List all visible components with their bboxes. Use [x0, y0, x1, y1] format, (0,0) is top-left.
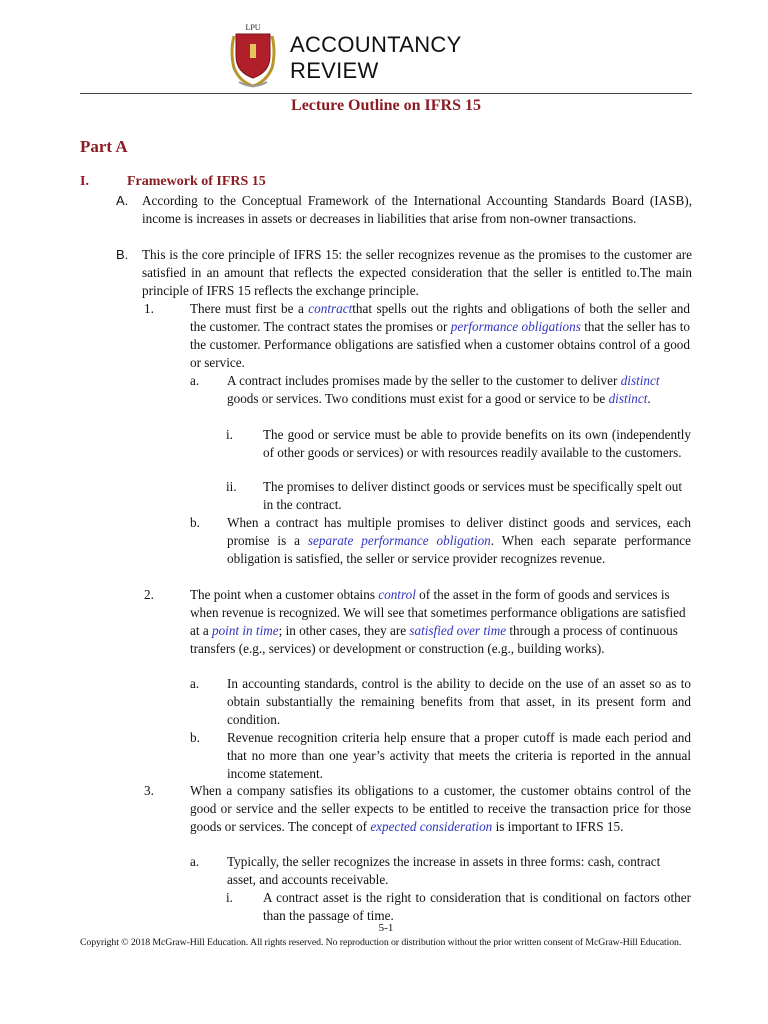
- item-1a-text-part: A contract includes promises made by the seller to the customer to deliver: [227, 373, 621, 388]
- item-3-text: [190, 782, 691, 836]
- item-A-marker: A.: [116, 193, 129, 208]
- item-3-text-part: is important to IFRS 15.: [492, 819, 624, 834]
- page-header: [80, 18, 692, 94]
- item-1aii-marker: ii.: [226, 479, 237, 494]
- item-1-text-part: There must first be a: [190, 301, 309, 316]
- item-2-text-part: The point when a customer obtains: [190, 587, 379, 602]
- item-1b-text-part: When a contract has multiple promises to deliver distinct goods and services, each promise is a: [227, 515, 691, 548]
- section-marker: I.: [80, 174, 89, 189]
- item-1-text: [190, 300, 690, 372]
- item-2-text: [190, 586, 692, 658]
- item-1ai-text: The good or service must be able to provide benefits on its own (independently of other goods or services) or with resources readily available to the customers.: [263, 427, 691, 460]
- item-1aii-text: The promises to deliver distinct goods or services must be specifically spelt out in the contract.: [263, 479, 682, 512]
- term-point-in-time: point in time: [211, 623, 279, 638]
- part-heading: Part A: [80, 137, 128, 156]
- item-A-text: According to the Conceptual Framework of the International Accounting Standards Board (IASB), income is increases in assets or decreases in liabilities that arise from non-owner transactions.: [142, 193, 692, 226]
- item-2-marker: 2.: [144, 587, 154, 602]
- term-satisfied-over-time: satisfied over time: [409, 623, 507, 638]
- item-2-text-part: of the asset in the form of goods and services is when revenue is recognized. We will see that sometimes performance obligations are satisfied at a: [190, 587, 686, 638]
- item-2b-text: Revenue recognition criteria help ensure that a proper cutoff is made each period and that no more than one year’s activity that meets the criteria is reported in the annual income statement.: [227, 730, 691, 781]
- header-rule: [80, 93, 692, 94]
- item-2b-marker: b.: [190, 730, 200, 745]
- item-3ai-text: A contract asset is the right to consideration that is conditional on factors other than the passage of time.: [263, 890, 691, 923]
- item-3-text-part: When a company satisfies its obligations to a customer, the customer obtains control of the good or service and the seller expects to be entitled to receive the transaction price for those goods or services. The concept of: [190, 783, 691, 834]
- item-1-text-part: that the seller has to the customer. Performance obligations are satisfied when a customer obtains control of a good or service.: [190, 319, 690, 370]
- item-3a-text: Typically, the seller recognizes the increase in assets in three forms: cash, contract asset, and accounts receivable.: [227, 854, 661, 887]
- item-B-marker: B.: [116, 247, 129, 262]
- copyright-notice: Copyright © 2018 McGraw-Hill Education. All rights reserved. No reproduction or distribution without the prior written consent of McGraw-Hill Education.: [80, 937, 682, 948]
- item-2a-text: In accounting standards, control is the ability to decide on the use of an asset so as to obtain substantially the remaining benefits from that asset, in its present form and condition.: [227, 676, 691, 727]
- svg-text:LPU: LPU: [245, 23, 261, 32]
- item-1-marker: 1.: [144, 301, 154, 316]
- term-distinct: distinct: [620, 373, 660, 388]
- item-1a-marker: a.: [190, 373, 200, 388]
- page-title: Lecture Outline on IFRS 15: [291, 97, 481, 114]
- term-performance-obligations: performance obligations: [450, 319, 581, 334]
- item-3-marker: 3.: [144, 783, 154, 798]
- section-title: Framework of IFRS 15: [127, 174, 266, 189]
- term-distinct: distinct: [608, 391, 648, 406]
- brand-name: [290, 32, 462, 84]
- term-separate-performance-obligation: separate performance obligation: [307, 533, 491, 548]
- item-1a-text: [227, 372, 691, 408]
- item-1a-text-part: goods or services. Two conditions must exist for a good or service to be: [227, 391, 609, 406]
- brand-line-1: ACCOUNTANCY: [290, 32, 462, 57]
- item-3a-marker: a.: [190, 854, 200, 869]
- item-1b-text-part: . When each separate performance obligation is satisfied, the seller or service provider recognizes revenue.: [227, 533, 691, 566]
- item-1ai-marker: i.: [226, 427, 233, 442]
- item-3ai-marker: i.: [226, 890, 233, 905]
- item-2a-marker: a.: [190, 676, 200, 691]
- item-1a-text-part: .: [647, 391, 651, 406]
- term-contract: contract: [308, 301, 353, 316]
- item-1-text-part: that spells out the rights and obligations of both the seller and the customer. The contract states the promises or: [190, 301, 690, 334]
- term-expected-consideration: expected consideration: [370, 819, 493, 834]
- brand-line-2: REVIEW: [290, 58, 379, 83]
- item-2-text-part: ; in other cases, they are: [278, 623, 410, 638]
- lpu-seal-logo: [226, 22, 280, 90]
- item-1b-marker: b.: [190, 515, 200, 530]
- item-1b-text: [227, 514, 691, 568]
- term-control: control: [378, 587, 416, 602]
- item-2-text-part: through a process of continuous transfers (e.g., services) or development or construction (e.g., building works).: [190, 623, 678, 656]
- item-B-text: This is the core principle of IFRS 15: the seller recognizes revenue as the promises to the customer are satisfied in an amount that reflects the expected consideration that the seller is entitled to.The main principle of IFRS 15 reflects the exchange principle.: [142, 247, 692, 298]
- page-number: 5-1: [378, 922, 394, 934]
